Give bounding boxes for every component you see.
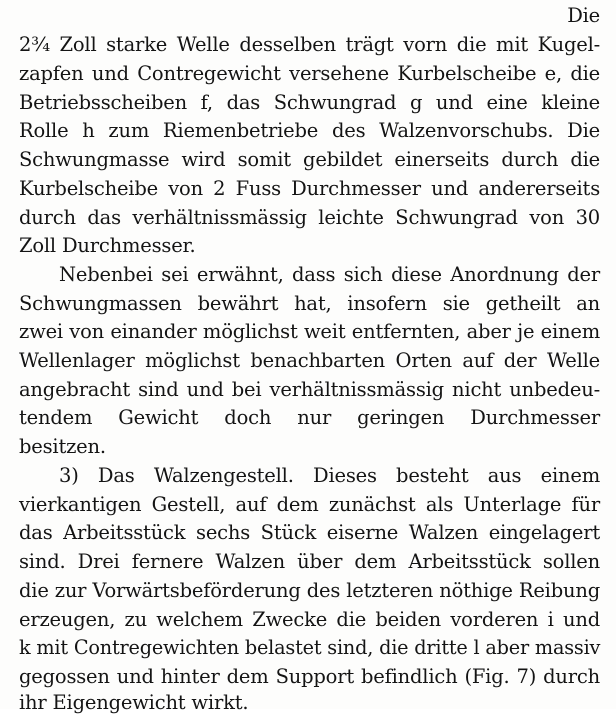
text-line: Zoll Durchmesser. <box>19 234 196 257</box>
text-line: vierkantigen Gestell, auf dem zunächst als Unterlage für <box>19 493 600 516</box>
text-line: Kurbelscheibe von 2 Fuss Durchmesser und andererseits <box>19 177 600 200</box>
text-line: Rolle h zum Riemenbetriebe des Walzenvorschubs. Die <box>19 119 600 142</box>
text-line: 3) Das Walzengestell. Dieses besteht aus einem <box>59 464 600 487</box>
text-line: gegossen und hinter dem Support befindlich (Fig. 7) durch <box>19 665 600 688</box>
text-line: besitzen. <box>19 435 106 458</box>
text-line: Wellenlager möglichst benachbarten Orten auf der Welle <box>19 349 600 372</box>
text-line: das Arbeitsstück sechs Stück eiserne Walzen eingelagert <box>19 521 600 544</box>
text-line: Nebenbei sei erwähnt, dass sich diese Anordnung der <box>59 263 600 286</box>
text-line: durch das verhältnissmässig leichte Schwungrad von 30 <box>19 206 600 229</box>
text-line: Die <box>567 4 600 27</box>
text-line: angebracht sind und bei verhältnissmässig nicht unbedeu- <box>19 378 600 401</box>
text-line: k mit Contregewichten belastet sind, die dritte l aber massiv <box>19 636 601 659</box>
text-line: die zur Vorwärtsbeförderung des letzteren nöthige Reibung <box>19 579 600 602</box>
text-line: Betriebsscheiben f, das Schwungrad g und eine kleine <box>19 91 600 114</box>
text-line: zapfen und Contregewicht versehene Kurbelscheibe e, die <box>19 62 600 85</box>
text-line: erzeugen, zu welchem Zwecke die beiden vorderen i und <box>19 608 600 631</box>
text-line: zwei von einander möglichst weit entfernten, aber je einem <box>19 320 600 343</box>
text-line: sind. Drei fernere Walzen über dem Arbeitsstück sollen <box>19 550 600 573</box>
text-line: 2¾ Zoll starke Welle desselben trägt vorn die mit Kugel- <box>19 33 600 56</box>
text-line: Schwungmasse wird somit gebildet einerseits durch die <box>19 148 600 171</box>
text-line: ihr Eigengewicht wirkt. <box>19 691 249 714</box>
text-line: Schwungmassen bewährt hat, insofern sie getheilt an <box>19 292 600 315</box>
text-line: tendem Gewicht doch nur geringen Durchmesser <box>19 406 600 429</box>
